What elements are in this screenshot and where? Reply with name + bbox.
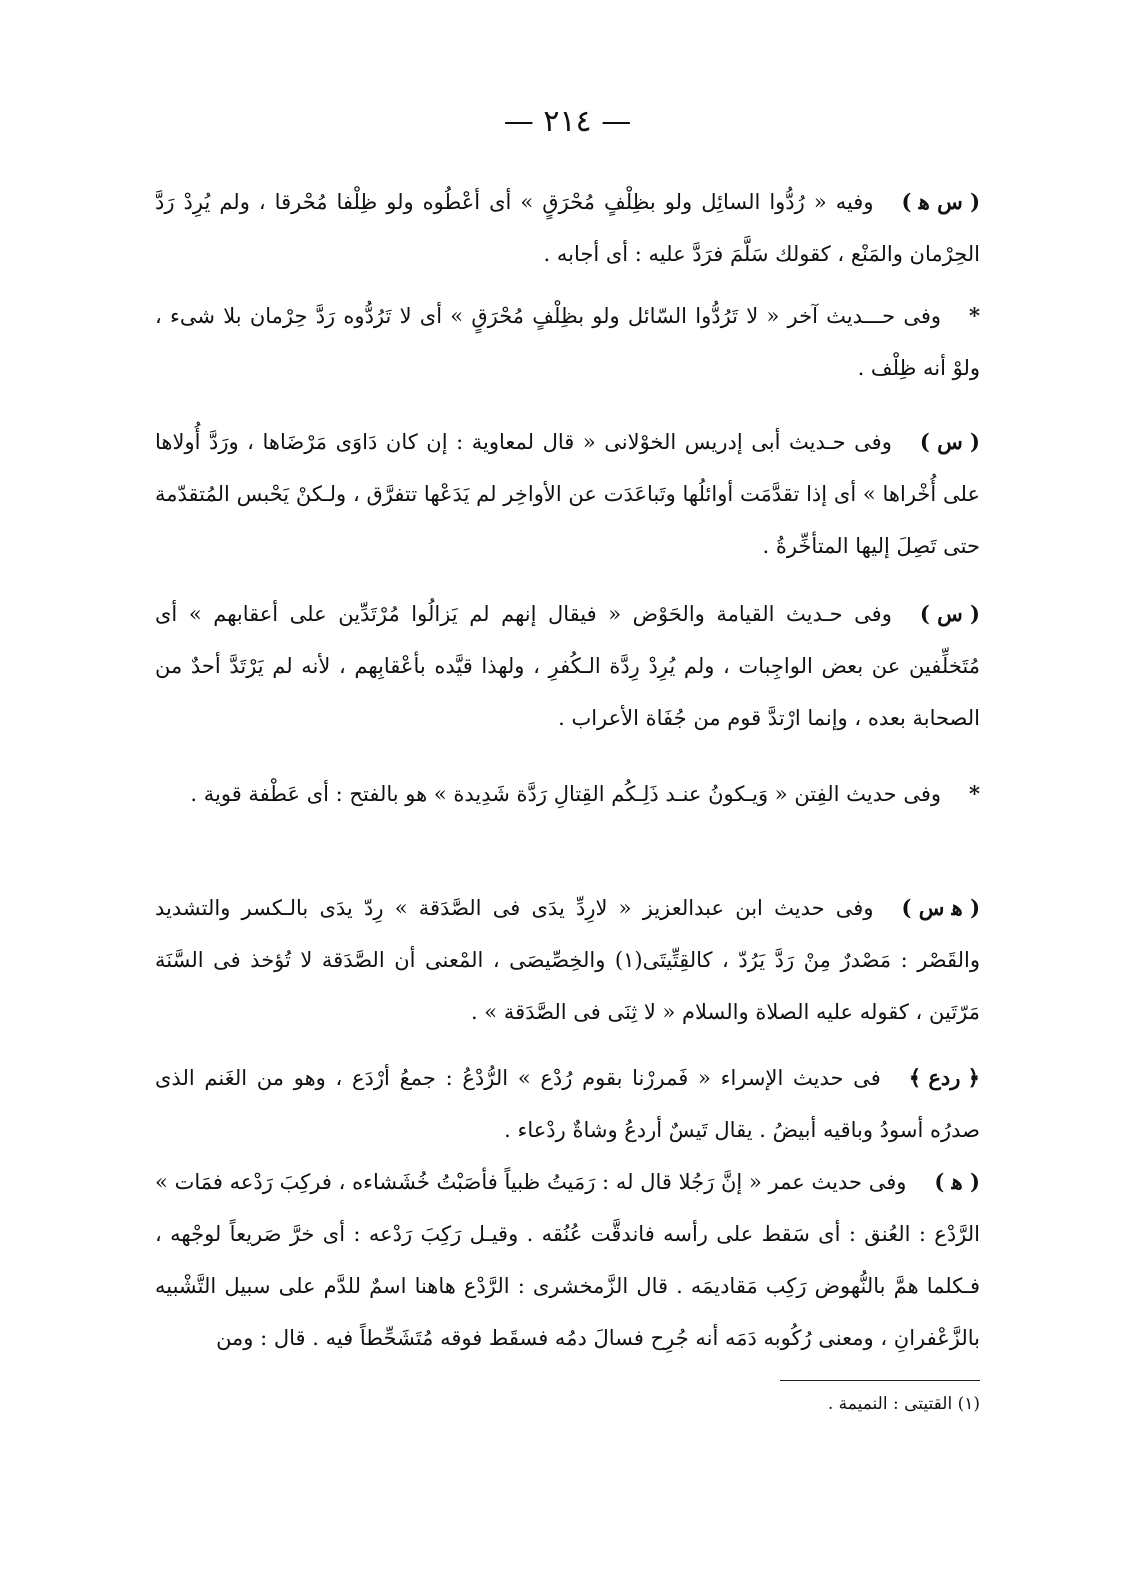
entry-marker: ( س ) bbox=[919, 601, 980, 626]
entry-text: وفى حـديث أبى إدريس الخوْلانى « قال لمعاوية : إن كان دَاوَى مَرْضَاها ، ورَدَّ أُولاها على أُخْراها » أى إذا تقدَّمَت أوائلُها وتَباعَدَت عن الأواخِر لم يَدَعْها تتفرَّق ، ولـكنْ يَحْبس المُتقدّمة حتى تَصِلَ إليها المتأخِّرةُ . bbox=[155, 430, 980, 558]
footnote: (١) القتيتى : النميمة . bbox=[827, 1394, 980, 1414]
entry-text: فى حديث الإسراء « فَمررْنا بقوم رُدْع » الرُّدْعُ : جمعُ أرْدَع ، وهو من الغَنم الذى صدرُه أسودُ وباقيه أبيضُ . يقال تَيسٌ أردعُ وشاةٌ ردْعاء . bbox=[155, 1066, 980, 1142]
document-page bbox=[155, 0, 980, 1584]
entry-rad-b bbox=[155, 1156, 980, 1364]
entry-radd-5 bbox=[155, 768, 980, 820]
entry-text: وفيه « رُدُّوا السائِل ولو بظِلْفٍ مُحْرَقٍ » أى أعْطُوه ولو ظِلْفا مُحْرقا ، ولم يُرِدْ رَدَّ الحِرْمان والمَنْع ، كقولك سَلَّمَ فرَدَّ عليه : أى أجابه . bbox=[155, 190, 980, 266]
entry-marker: * bbox=[969, 303, 980, 328]
entry-text: وفى حـــديث آخر « لا تَرُدُّوا السّائل ولو بظِلْفٍ مُحْرَقٍ » أى لا تَرُدُّوه رَدَّ حِرْمان بلا شىء ، ولوْ أنه ظِلْف . bbox=[155, 304, 980, 380]
page-number: — ٢١٤ — bbox=[503, 104, 632, 139]
entry-radd-6 bbox=[155, 882, 980, 1038]
entry-marker: ( س ) bbox=[919, 429, 980, 454]
entry-marker: * bbox=[969, 781, 980, 806]
entry-marker: ( ﻫ س ) bbox=[901, 895, 980, 920]
entry-marker: ( س ﻫ ) bbox=[901, 189, 980, 214]
footnote-divider bbox=[780, 1380, 980, 1381]
entry-text: وفى حديث عمر « إنَّ رَجُلا قال له : رَمَيتُ ظبياً فأصَبْتُ خُشَشاءه ، فركِبَ رَدْعه فمَات » الرَّدْع : العُنق : أى سَقط على رأسه فاندقَّت عُنُقه . وقيـل رَكِبَ رَدْعه : أى خرَّ صَريعاً لوجْهه ، فـكلما همَّ بالنُّهوض رَكِب مَقاديمَه . قال الزَّمخشرى : الرَّدْع هاهنا اسمٌ للدَّم على سبيل التَّشْبيه بالزَّعْفرانِ ، ومعنى رُكُوبه دَمَه أنه جُرِح فسالَ دمُه فسقَط فوقه مُتَشَحِّطاً فيه . قال : ومن bbox=[155, 1170, 980, 1350]
entry-radd-1 bbox=[155, 176, 980, 280]
entry-rad-a bbox=[155, 1052, 980, 1156]
entry-radd-3 bbox=[155, 416, 980, 572]
entry-text: وفى حديث ابن عبدالعزيز « لارِدِّ يدَى فى الصَّدَقة » رِدّ يدَى بالـكسر والتشديد والقَصْر : مَصْدرٌ مِنْ رَدَّ يَرُدّ ، كالقِتِّيتَى(١) والخِصِّيصَى ، المْعنى أن الصَّدَقة لا تُؤخذ فى السَّنَة مَرّتَين ، كقوله عليه الصلاة والسلام « لا ثِنَى فى الصَّدَقة » . bbox=[155, 896, 980, 1024]
entry-radd-2 bbox=[155, 290, 980, 394]
entry-radd-4 bbox=[155, 588, 980, 744]
entry-text: وفى حديث الفِتن « وَيـكونُ عنـد ذَلِـكُم القِتالِ رَدَّة شَدِيدة » هو بالفتح : أى عَطْفة قوية . bbox=[190, 782, 942, 806]
entry-marker: ( ﻫ ) bbox=[934, 1169, 980, 1194]
entry-marker: ﴿ ردع ﴾ bbox=[908, 1065, 980, 1090]
entry-text: وفى حـديث القيامة والحَوْض « فيقال إنهم لم يَزالُوا مُرْتَدِّين على أعقابهم » أى مُتَخلِّفين عن بعض الواجِبات ، ولم يُرِدْ رِدَّة الـكُفرِ ، ولهذا قيَّده بأعْقابِهم ، لأنه لم يَرْتَدَّ أحدٌ من الصحابة بعده ، وإنما ارْتدَّ قوم من جُفَاة الأعراب . bbox=[155, 602, 980, 730]
